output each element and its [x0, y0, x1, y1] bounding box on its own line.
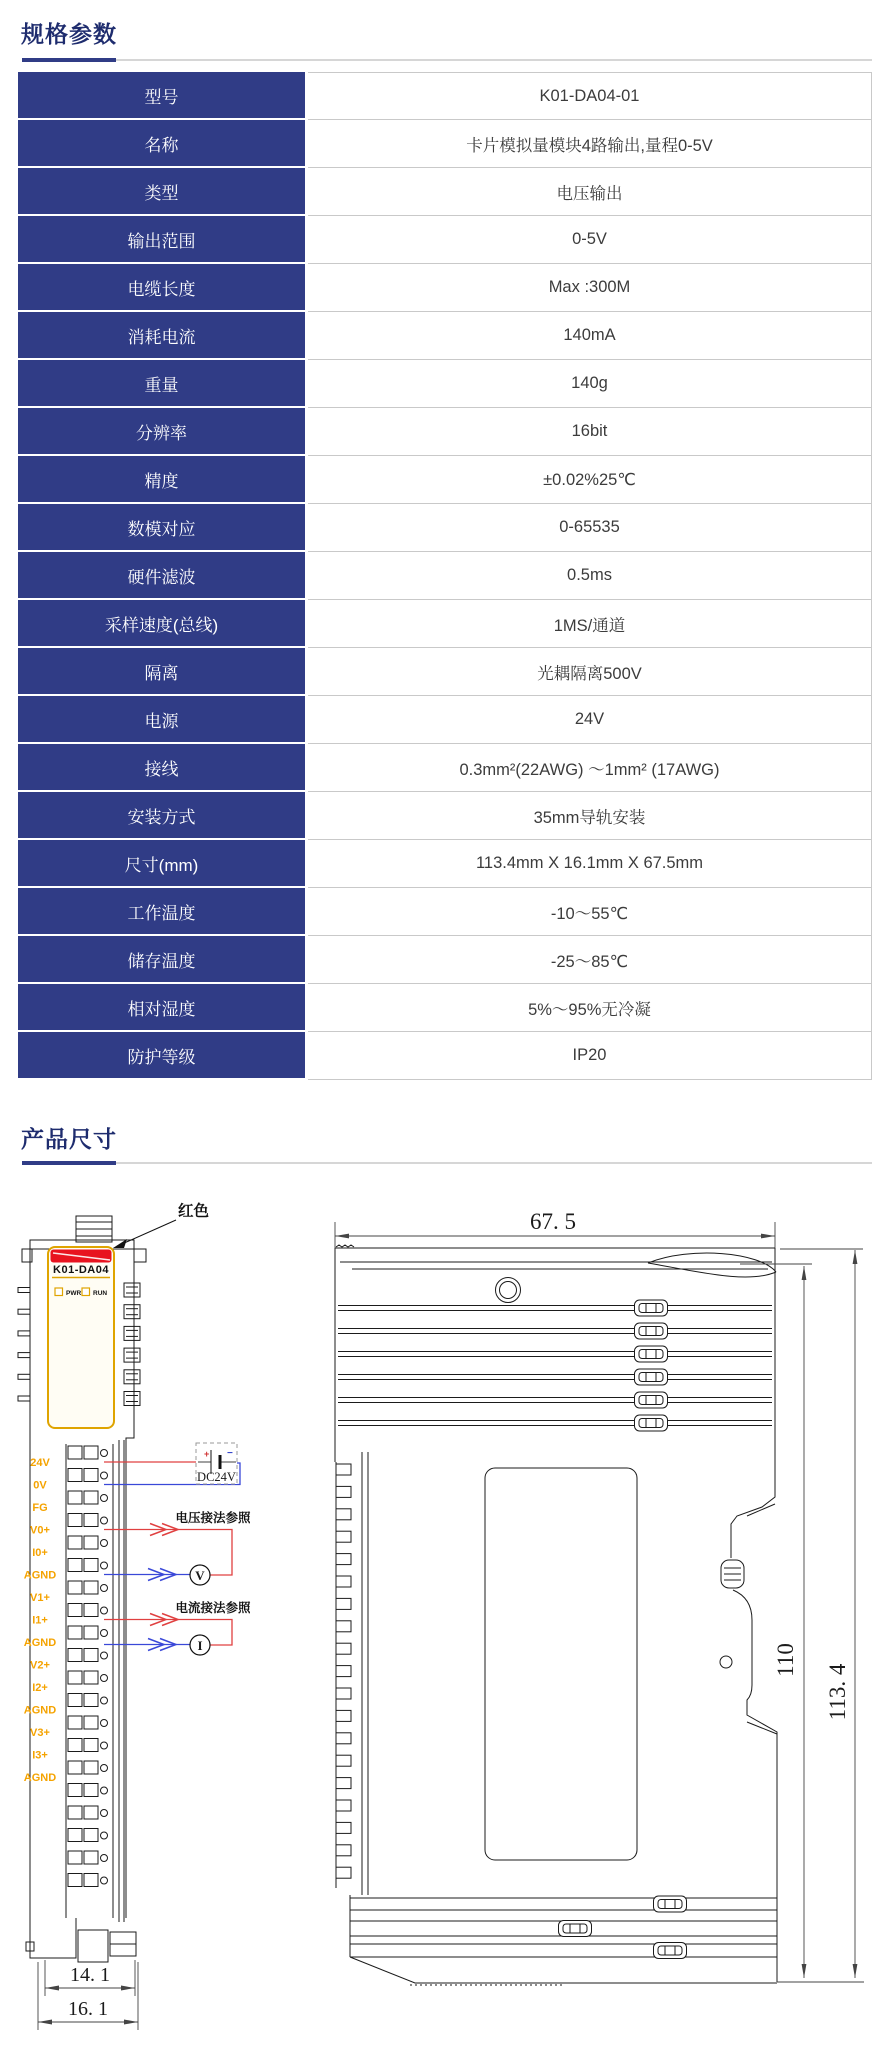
spec-row — [18, 744, 872, 792]
spec-row-label: 数模对应 — [18, 504, 305, 552]
clip-bones — [559, 1896, 687, 1959]
spec-row — [18, 648, 872, 696]
spec-row — [18, 552, 872, 600]
run-led-label: RUN — [93, 1290, 108, 1297]
dim-inner-height: 110 — [773, 1643, 798, 1677]
spec-row-label: 安装方式 — [18, 792, 305, 840]
vent-slots — [338, 1300, 772, 1431]
spec-row-value: 140g — [308, 360, 872, 408]
spec-row — [18, 216, 872, 264]
terminal-label: AGND — [23, 1704, 57, 1717]
spec-row-value: K01-DA04-01 — [308, 72, 872, 120]
spec-row-label: 硬件滤波 — [18, 552, 305, 600]
spec-row-label: 接线 — [18, 744, 305, 792]
current-wiring-note: 电流接法参照 — [175, 1601, 251, 1615]
terminal-label: V3+ — [30, 1727, 50, 1739]
spec-row-label: 输出范围 — [18, 216, 305, 264]
bottom-dimensions — [38, 1960, 138, 2030]
spec-row — [18, 456, 872, 504]
spec-row-value: -25～85℃ — [308, 936, 872, 984]
spec-row-value: 16bit — [308, 408, 872, 456]
terminal-label: V0+ — [30, 1524, 50, 1537]
pwr-led-label: PWR — [66, 1290, 82, 1297]
spec-row — [18, 600, 872, 648]
spec-row-value: 0-65535 — [308, 504, 872, 552]
spec-row-value: Max :300M — [308, 264, 872, 312]
spec-row-value: ±0.02%25℃ — [308, 456, 872, 504]
spec-row — [18, 120, 872, 168]
spec-row-value: 电压输出 — [308, 168, 872, 216]
dim-total-width: 16. 1 — [68, 1998, 108, 2020]
spec-row — [18, 792, 872, 840]
spec-row-label: 尺寸(mm) — [18, 840, 305, 888]
terminal-label: FG — [32, 1502, 48, 1514]
ammeter-label: I — [197, 1638, 203, 1653]
spec-row — [18, 360, 872, 408]
terminal-label: I0+ — [32, 1547, 48, 1559]
spec-row-value: 0.5ms — [308, 552, 872, 600]
terminal-label: I2+ — [32, 1682, 48, 1694]
red-callout-label: 红色 — [178, 1203, 210, 1220]
spec-row-value: 5%～95%无冷凝 — [308, 984, 872, 1032]
dim-total-height: 113. 4 — [825, 1663, 850, 1721]
section-rule — [22, 58, 872, 62]
voltmeter-label: V — [195, 1568, 205, 1583]
spec-row-label: 重量 — [18, 360, 305, 408]
side-view — [335, 1209, 864, 1985]
spec-row-value: IP20 — [308, 1032, 872, 1080]
spec-row — [18, 840, 872, 888]
spec-row-value: 光耦隔离500V — [308, 648, 872, 696]
dc-power-label: DC24V — [197, 1470, 236, 1484]
battery-plus-icon: + — [204, 1449, 210, 1459]
side-slots — [124, 1283, 140, 1406]
section-title-dimensions: 产品尺寸 — [21, 1126, 117, 1152]
spec-row-value: 113.4mm X 16.1mm X 67.5mm — [308, 840, 872, 888]
terminal-label: AGND — [23, 1772, 57, 1784]
run-led-icon — [82, 1288, 90, 1296]
spec-row — [18, 408, 872, 456]
spec-row-label: 精度 — [18, 456, 305, 504]
connector-teeth — [336, 1464, 351, 1878]
front-view — [18, 1216, 146, 2030]
spec-row-value: 140mA — [308, 312, 872, 360]
section-rule — [22, 1161, 872, 1165]
spec-row-value: 0-5V — [308, 216, 872, 264]
spec-row-label: 防护等级 — [18, 1032, 305, 1080]
spec-row-label: 名称 — [18, 120, 305, 168]
spec-row-label: 储存温度 — [18, 936, 305, 984]
section-title-specs: 规格参数 — [21, 21, 117, 47]
spec-row — [18, 72, 872, 120]
terminal-label: AGND — [23, 1637, 57, 1649]
spec-row-label: 隔离 — [18, 648, 305, 696]
dim-top-width: 67. 5 — [530, 1209, 576, 1234]
terminal-label: I3+ — [32, 1749, 48, 1762]
terminal-labels — [24, 1457, 56, 1784]
rule-line — [116, 1162, 872, 1164]
spec-row — [18, 264, 872, 312]
mount-ticks — [18, 1288, 30, 1402]
terminal-label: 24V — [30, 1457, 50, 1469]
spec-row — [18, 1032, 872, 1080]
spec-row-value: 0.3mm²(22AWG) ～1mm² (17AWG) — [308, 744, 872, 792]
voltage-wiring-note: 电压接法参照 — [175, 1511, 251, 1525]
spec-row-value: 35mm导轨安装 — [308, 792, 872, 840]
rule-accent — [22, 58, 116, 62]
spec-table — [18, 72, 872, 1080]
pwr-led-icon — [55, 1288, 63, 1296]
terminal-screws — [68, 1446, 108, 1887]
spec-row-label: 消耗电流 — [18, 312, 305, 360]
spec-row-value: 1MS/通道 — [308, 600, 872, 648]
terminal-label: 0V — [33, 1479, 47, 1492]
spec-row-value: -10～55℃ — [308, 888, 872, 936]
spec-row — [18, 504, 872, 552]
spec-row — [18, 312, 872, 360]
rule-line — [116, 59, 872, 61]
spec-row-label: 相对湿度 — [18, 984, 305, 1032]
spec-row-value: 24V — [308, 696, 872, 744]
spec-row-label: 采样速度(总线) — [18, 600, 305, 648]
spec-row — [18, 168, 872, 216]
spec-row-label: 电源 — [18, 696, 305, 744]
spec-row-value: 卡片模拟量模块4路输出,量程0-5V — [308, 120, 872, 168]
terminal-label: I1+ — [32, 1614, 48, 1627]
spec-row — [18, 984, 872, 1032]
module-model-label: K01-DA04 — [53, 1264, 109, 1276]
battery-minus-icon: − — [227, 1448, 233, 1459]
dimension-drawing — [0, 1180, 891, 2056]
spec-row-label: 分辨率 — [18, 408, 305, 456]
spec-row-label: 电缆长度 — [18, 264, 305, 312]
bottom-feet — [26, 1918, 136, 1962]
terminal-label: V1+ — [30, 1592, 50, 1604]
spec-row-label: 型号 — [18, 72, 305, 120]
dim-inner-width: 14. 1 — [70, 1964, 110, 1986]
rule-accent — [22, 1161, 116, 1165]
red-callout — [113, 1201, 210, 1248]
terminal-label: V2+ — [30, 1659, 50, 1672]
spec-row — [18, 696, 872, 744]
spec-row-label: 工作温度 — [18, 888, 305, 936]
spec-row — [18, 888, 872, 936]
terminal-label: AGND — [23, 1569, 57, 1582]
spec-row-label: 类型 — [18, 168, 305, 216]
spec-row — [18, 936, 872, 984]
